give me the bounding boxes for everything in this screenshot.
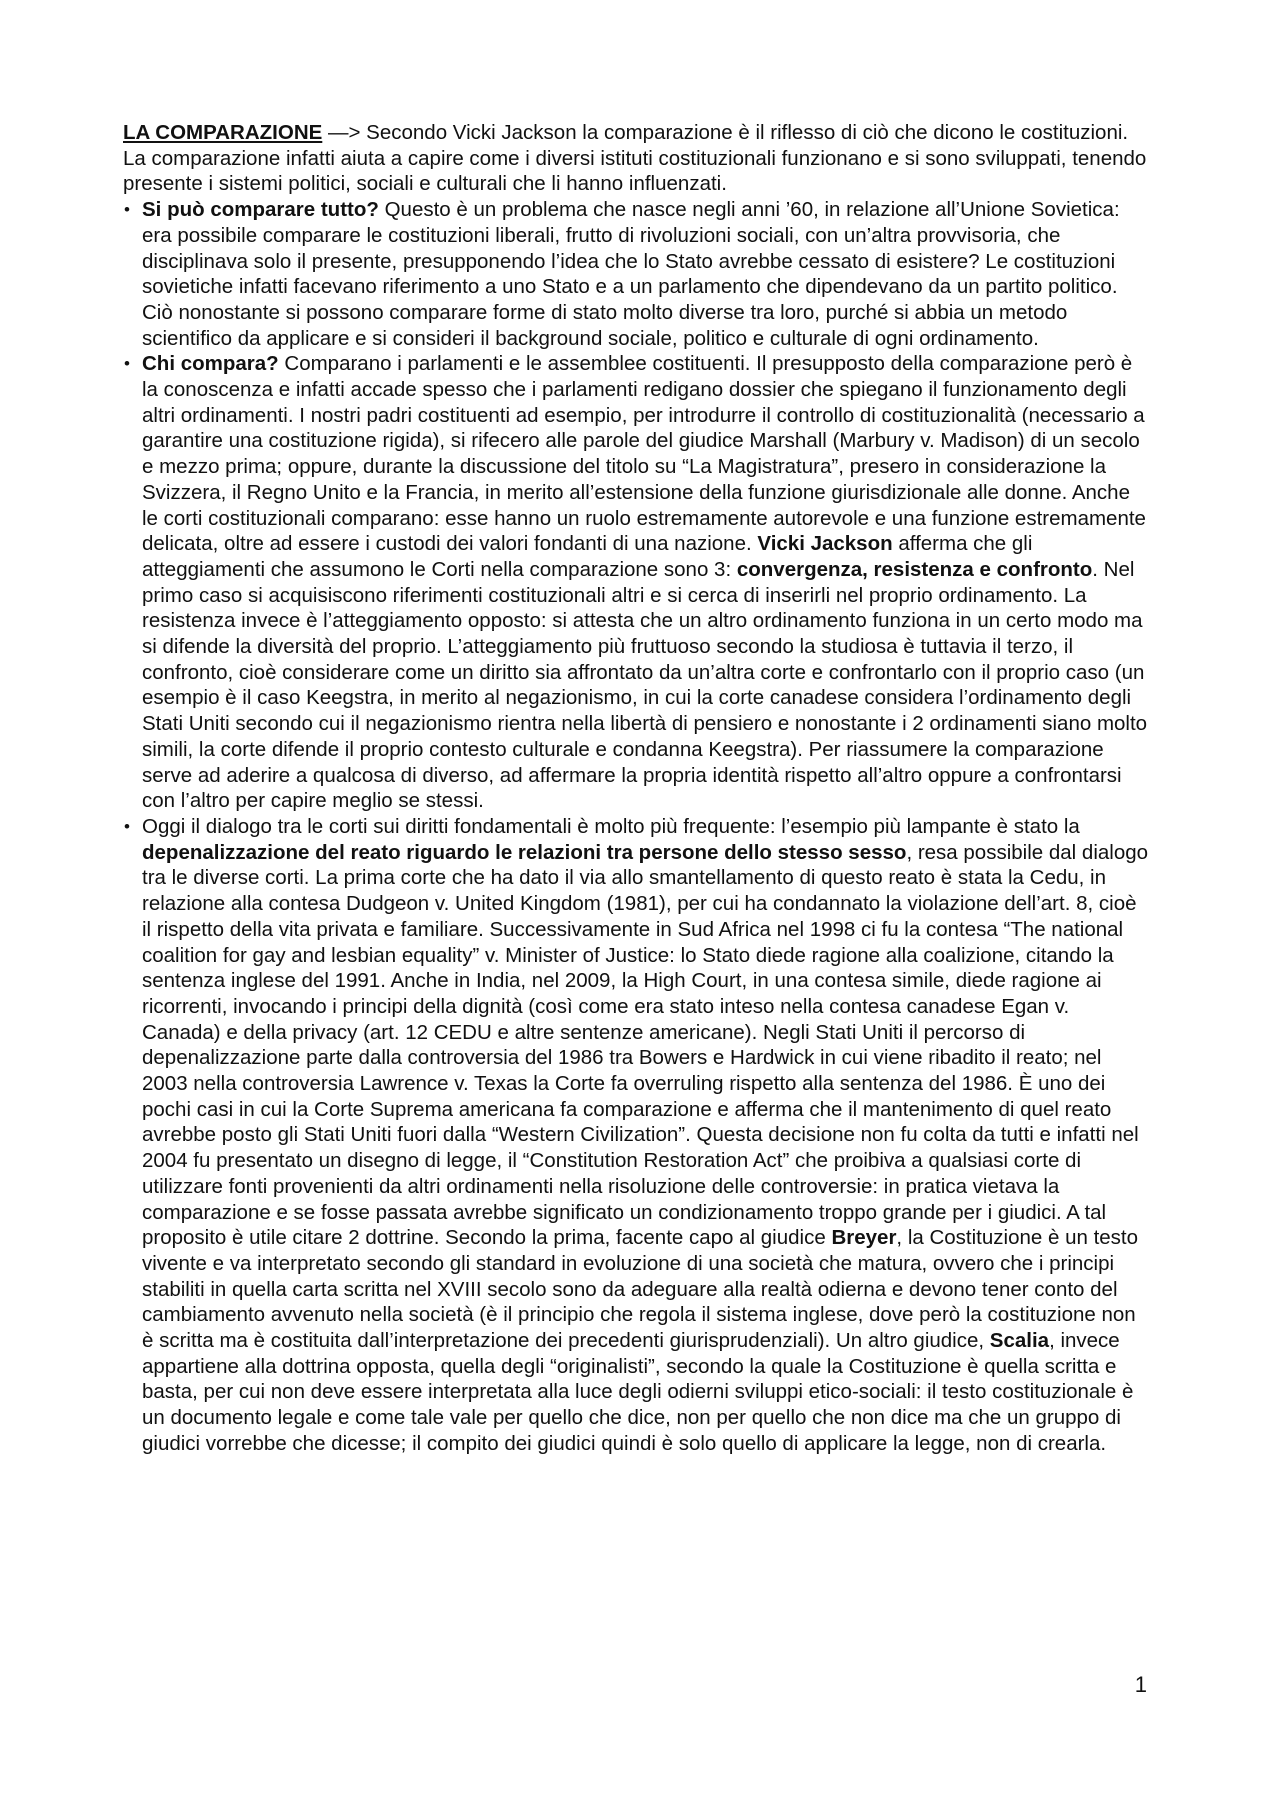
bullet-text: Oggi il dialogo tra le corti sui diritti fondamentali è molto più frequente: l’esempio più lampante è stato la	[142, 814, 1080, 838]
bullet-text-bold: depenalizzazione del reato riguardo le relazioni tra persone dello stesso sesso	[142, 840, 907, 864]
bullet-list	[123, 197, 1150, 1456]
bullet-text-bold: convergenza, resistenza e confronto	[736, 557, 1093, 581]
bullet-item	[123, 197, 1150, 351]
section-heading: LA COMPARAZIONE	[123, 121, 323, 144]
bullet-text: , resa possibile dal dialogo tra le diverse corti. La prima corte che ha dato il via allo smantellamento di questo reato è stata la Cedu, in relazione alla contesa Dudgeon v. United Kingdom (1981), per cui ha condannato la violazione dell’art. 8, cioè il rispetto della vita privata e familiare. Successivamente in Sud Africa nel 1998 ci fu la contesa “The national coalition for gay and lesbian equality” v. Minister of Justice: lo Stato diede ragione alla coalizione, citando la sentenza inglese del 1991. Anche in India, nel 2009, la High Court, in una contesa simile, diede ragione ai ricorrenti, invocando i principi della dignità (così come era stato inteso nella contesa canadese Egan v. Canada) e della privacy (art. 12 CEDU e altre sentenze americane). Negli Stati Uniti il percorso di depenalizzazione parte dalla controversia del 1986 tra Bowers e Hardwick in cui viene ribadito il reato; nel 2003 nella controversia Lawrence v. Texas la Corte fa overruling rispetto alla sentenza del 1986. È uno dei pochi casi in cui la Corte Suprema americana fa comparazione e afferma che il mantenimento di quel reato avrebbe posto gli Stati Uniti fuori dalla “Western Civilization”. Questa decisione non fu colta da tutti e infatti nel 2004 fu presentato un disegno di legge, il “Constitution Restoration Act” che proibiva a qualsiasi corte di utilizzare fonti provenienti da altri ordinamenti nella risoluzione delle controversie: in pratica vietava la comparazione e se fosse passata avrebbe significato un condizionamento troppo grande per i giudici. A tal proposito è utile citare 2 dottrine. Secondo la prima, facente capo al giudice	[142, 840, 1149, 1250]
bullet-item	[123, 351, 1150, 814]
bullet-text: Comparano i parlamenti e le assemblee costituenti. Il presupposto della comparazione però è la conoscenza e infatti accade spesso che i parlamenti redigano dossier che spiegano il funzionamento degli altri ordinamenti. I nostri padri costituenti ad esempio, per introdurre il controllo di costituzionalità (necessario a garantire una costituzione rigida), si rifecero alle parole del giudice Marshall (Marbury v. Madison) di un secolo e mezzo prima; oppure, durante la discussione del titolo su “La Magistratura”, presero in considerazione la Svizzera, il Regno Unito e la Francia, in merito all’estensione della funzione giurisdizionale alle donne. Anche le corti costituzionali comparano: esse hanno un ruolo estremamente autorevole e una funzione estremamente delicata, oltre ad essere i custodi dei valori fondanti di una nazione.	[142, 352, 1146, 556]
bullet-text: , invece appartiene alla dottrina opposta, quella degli “originalisti”, secondo la quale la Costituzione è quella scritta e basta, per cui non deve essere interpretata alla luce degli odierni sviluppi etico-sociali: il testo costituzionale è un documento legale e come tale vale per quello che dice, non per quello che non dice ma che un gruppo di giudici vorrebbe che dicesse; il compito dei giudici quindi è solo quello di applicare la legge, non di crearla.	[142, 1329, 1134, 1455]
bullet-text: , la Costituzione è un testo vivente e va interpretato secondo gli standard in evoluzione di una società che matura, ovvero che i principi stabiliti in quella carta scritta nel XVIII secolo sono da adeguare alla realtà odierna e devono tener conto del cambiamento avvenuto nella società (è il principio che regola il sistema inglese, dove però la costituzione non è scritta ma è costituita dall’interpretazione dei precedenti giurisprudenziali). Un altro giudice,	[142, 1226, 1139, 1353]
page-number: 1	[1134, 1672, 1147, 1697]
bullet-icon: •	[124, 354, 130, 374]
bullet-text-bold: Chi compara?	[142, 352, 279, 376]
bullet-text: afferma che gli atteggiamenti che assumono le Corti nella comparazione sono 3:	[142, 532, 1033, 581]
bullet-text-bold: Breyer	[831, 1226, 897, 1250]
bullet-text-bold: Si può comparare tutto?	[142, 198, 379, 222]
bullet-text-bold: Vicki Jackson	[757, 532, 893, 556]
bullet-icon: •	[124, 816, 130, 836]
bullet-icon: •	[124, 200, 130, 220]
bullet-text: . Nel primo caso si acquisiscono riferimenti costituzionali altri e si cerca di inserirli nel proprio ordinamento. La resistenza invece è l’atteggiamento opposto: si attesta che un altro ordinamento funziona in un certo modo ma si difende la diversità del proprio. L’atteggiamento più fruttuoso secondo la studiosa è tuttavia il terzo, il confronto, cioè considerare come un diritto sia affrontato da un’altra corte e confrontarlo con il proprio caso (un esempio è il caso Keegstra, in merito al negazionismo, in cui la corte canadese considera l’ordinamento degli Stati Uniti secondo cui il negazionismo rientra nella libertà di pensiero e nonostante i 2 ordinamenti siano molto simili, la corte difende il proprio contesto culturale e condanna Keegstra). Per riassumere la comparazione serve ad aderire a qualcosa di diverso, ad affermare la propria identità rispetto all’altro oppure a confrontarsi con l’altro per capire meglio se stessi.	[142, 557, 1148, 813]
intro-paragraph	[123, 120, 1150, 197]
bullet-text: Questo è un problema che nasce negli anni ’60, in relazione all’Unione Sovietica: era possibile comparare le costituzioni liberali, frutto di rivoluzioni sociali, con un’altra provvisoria, che disciplinava solo il presente, presupponendo l’idea che lo Stato avrebbe cessato di esistere? Le costituzioni sovietiche infatti facevano riferimento a uno Stato e a un parlamento che dipendevano da un partito politico. Ciò nonostante si possono comparare forme di stato molto diverse tra loro, purché si abbia un metodo scientifico da applicare e si consideri il background sociale, politico e culturale di ogni ordinamento.	[142, 198, 1120, 350]
document-body	[123, 120, 1150, 1457]
bullet-item	[123, 814, 1150, 1457]
bullet-text-bold: Scalia	[989, 1329, 1050, 1353]
intro-text: —> Secondo Vicki Jackson la comparazione è il riflesso di ciò che dicono le costituzioni. La comparazione infatti aiuta a capire come i diversi istituti costituzionali funzionano e si sono sviluppati, tenendo presente i sistemi politici, sociali e culturali che li hanno influenzati.	[123, 121, 1147, 196]
